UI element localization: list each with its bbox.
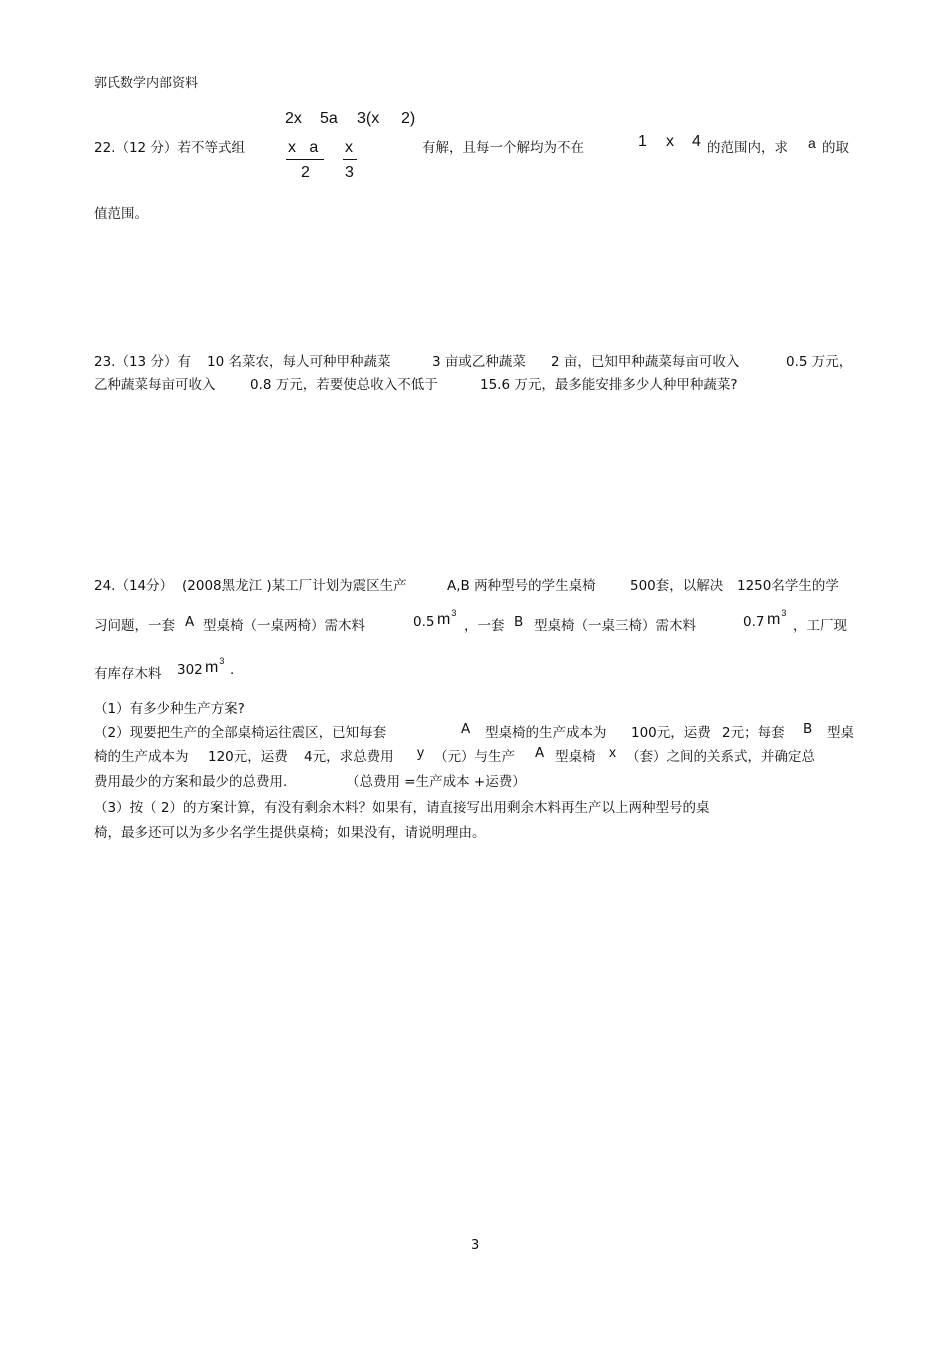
- q24-l3-a: 有库存木料: [94, 666, 162, 682]
- q22-tail: 的范围内，求: [707, 140, 788, 156]
- q24-p2c-2: （总费用 =生产成本 +运费）: [346, 774, 526, 790]
- q22-prefix: 22.（12 分）若不等式组: [94, 140, 245, 156]
- q22-range-1: 1: [638, 133, 647, 150]
- page-header: 郭氏数学内部资料: [94, 76, 199, 91]
- q23-l1-d: 2 亩，已知甲种蔬菜每亩可收入: [551, 354, 740, 370]
- q23-l1-c: 3 亩或乙种蔬菜: [432, 354, 526, 370]
- q24-p2b-x: x: [609, 744, 616, 760]
- q24-l2-unit-m2: $m^3$: [767, 608, 787, 628]
- q22-var-a: a: [808, 135, 816, 151]
- q22-tail2: 的取: [822, 140, 849, 156]
- q24-l2-g: 型桌椅（一桌三椅）需木料: [534, 618, 696, 634]
- q24-p2a-2: A: [461, 721, 471, 737]
- q22-range-4: 4: [692, 133, 701, 150]
- q24-l2-h: 0.7: [743, 614, 765, 630]
- q22-ineq1-a: 2x: [285, 110, 302, 127]
- q24-p2a-3: 型桌椅的生产成本为: [485, 725, 607, 741]
- q22-frac-right-num: x: [345, 139, 353, 156]
- q24-p2b-6: 型桌椅: [555, 749, 596, 765]
- q22-middle: 有解，且每一个解均为不在: [422, 140, 584, 156]
- q23-l2-a: 乙种蔬菜每亩可收入: [94, 377, 216, 393]
- q24-l2-f: B: [514, 614, 524, 630]
- q22-frac-left-den: 2: [301, 164, 310, 181]
- q22-ineq1-c: 3(x: [357, 110, 380, 127]
- q24-p2b-7: （套）之间的关系式，并确定总: [626, 749, 815, 765]
- q24-p2b-3: 4元，求总费用: [304, 749, 394, 765]
- q24-p2b-y: y: [417, 744, 424, 760]
- q22-frac-left-bar: [286, 159, 324, 160]
- q24-l2-i: ，工厂现: [793, 618, 847, 634]
- q24-l2-c: 型桌椅（一桌两椅）需木料: [203, 618, 365, 634]
- q24-l1-d: 500套，以解决: [630, 578, 724, 594]
- q24-l2-unit-m: $m^3$: [437, 608, 457, 628]
- q24-l2-a: 习问题，一套: [94, 618, 175, 634]
- q24-p2b-5: A: [535, 745, 545, 761]
- q24-l2-b: A: [185, 614, 195, 630]
- q23-l2-b: 0.8 万元，若要使总收入不低于: [250, 377, 438, 393]
- q22-ineq1-d: 2): [401, 110, 416, 127]
- q24-l3-b: 302: [177, 662, 203, 678]
- q24-l3-c: .: [230, 662, 235, 678]
- q24-p2c-1: 费用最少的方案和最少的总费用.: [94, 774, 288, 790]
- q24-l2-d: 0.5: [413, 614, 435, 630]
- q24-l1-a: 24.（14分）: [94, 578, 174, 594]
- q22-ineq1-b: 5a: [320, 110, 338, 127]
- q22-frac-right-den: 3: [345, 164, 354, 181]
- q24-p2a-5: 2元；每套: [722, 725, 785, 741]
- q24-l1-b: (2008黑龙江 )某工厂计划为震区生产: [182, 578, 407, 594]
- q23-l1-a: 23.（13 分）有: [94, 354, 191, 370]
- q23-l1-e: 0.5 万元，: [786, 354, 853, 370]
- q24-l2-e: ，一套: [464, 618, 505, 634]
- page-number: 3: [471, 1238, 480, 1253]
- q22-frac-right-bar: [343, 159, 357, 160]
- q24-l1-e: 1250名学生的学: [737, 578, 839, 594]
- q22-line2: 值范围。: [94, 206, 148, 222]
- q24-p3b: 椅，最多还可以为多少名学生提供桌椅；如果没有，请说明理由。: [94, 825, 486, 841]
- q24-p2a-4: 100元，运费: [631, 725, 711, 741]
- q22-frac-left-num: x a: [288, 139, 319, 156]
- q24-l1-c: A,B 两种型号的学生桌椅: [447, 578, 596, 594]
- q24-p2a-7: 型桌: [827, 725, 854, 741]
- q24-part1: （1）有多少种生产方案?: [94, 701, 245, 717]
- q24-l3-unit-m: $m^3$: [205, 656, 225, 676]
- q24-p2b-1: 椅的生产成本为: [94, 749, 189, 765]
- q24-p3a: （3）按（ 2）的方案计算，有没有剩余木料？如果有，请直接写出用剩余木料再生产以上两种型号的桌: [94, 800, 710, 816]
- q22-range-x: x: [666, 133, 674, 150]
- q24-p2a-1: （2）现要把生产的全部桌椅运往震区，已知每套: [94, 725, 387, 741]
- q24-p2b-2: 120元，运费: [208, 749, 288, 765]
- q23-l1-b: 10 名菜农，每人可种甲种蔬菜: [207, 354, 391, 370]
- q24-p2a-6: B: [803, 721, 813, 737]
- q24-p2b-4: （元）与生产: [434, 749, 515, 765]
- q23-l2-c: 15.6 万元，最多能安排多少人种甲种蔬菜?: [480, 377, 738, 393]
